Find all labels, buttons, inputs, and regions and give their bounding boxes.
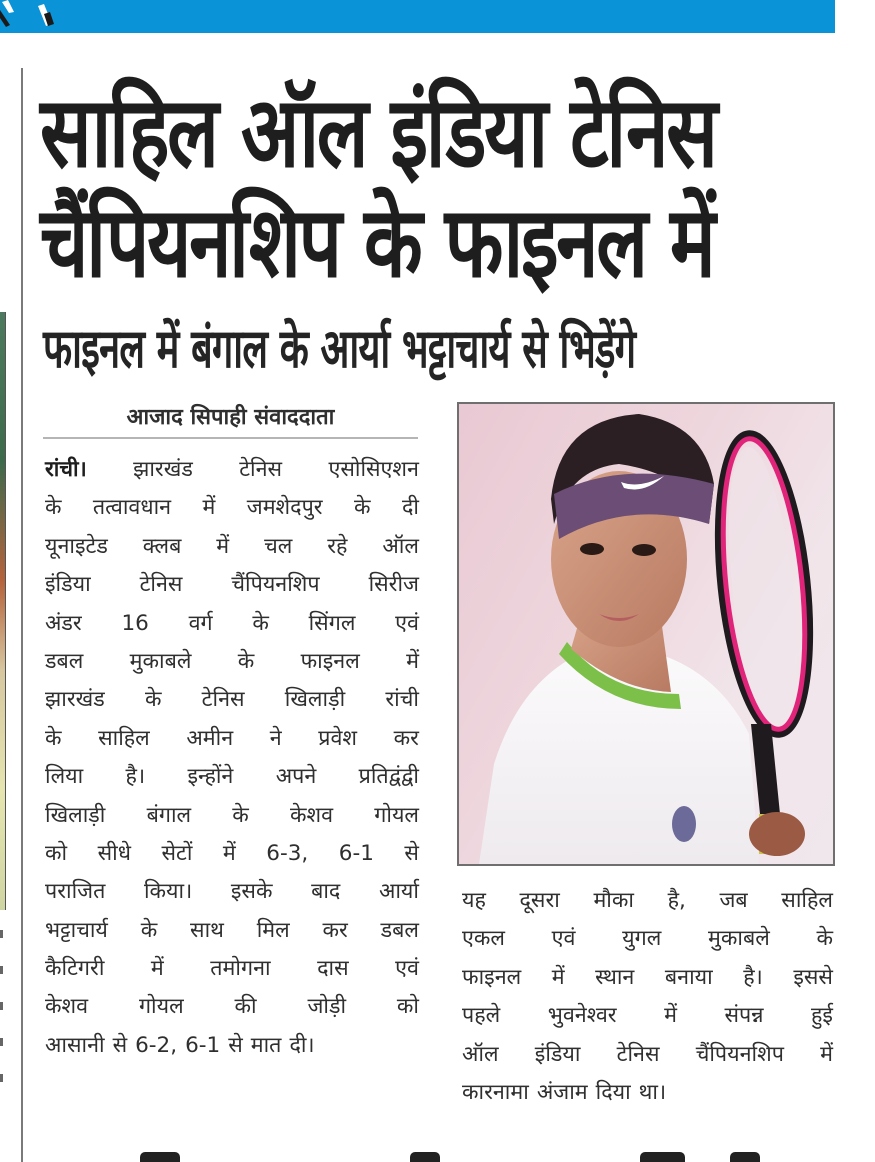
body-text-line: [45, 758, 419, 796]
body-word: बनाया: [664, 964, 713, 990]
body-word: सीधे: [97, 840, 131, 866]
body-word: टेनिस: [239, 457, 283, 482]
body-word: मुकाबले: [129, 648, 192, 674]
body-text-line: [45, 912, 419, 950]
body-word: ऑल: [382, 533, 419, 559]
body-word: में: [664, 1003, 677, 1029]
section-banner: [0, 0, 835, 33]
body-text-line: [45, 797, 419, 835]
body-word: के: [232, 802, 249, 828]
body-word: तत्वावधान: [92, 495, 172, 521]
body-word: है।: [743, 964, 763, 990]
adjacent-article-text-edge: [0, 930, 6, 1130]
body-word: तमोगना: [210, 956, 271, 982]
body-text-line: [462, 997, 833, 1035]
body-word: में: [406, 648, 419, 674]
body-word: मौका: [593, 888, 634, 913]
body-word: वर्ग: [188, 610, 213, 636]
article-body-left-column: [45, 451, 419, 1065]
body-word: केशव: [289, 802, 334, 828]
body-word: में: [216, 533, 230, 559]
body-text-line: [45, 835, 419, 873]
body-word: क्लब: [142, 533, 182, 559]
body-word: बाद: [311, 879, 341, 905]
body-word: सेटों: [161, 840, 193, 866]
body-word: में: [551, 964, 565, 990]
body-word: एकल: [462, 926, 505, 952]
body-text-line: [45, 1027, 419, 1065]
body-word: के: [140, 917, 158, 943]
body-word: को: [45, 840, 68, 866]
body-word: फाइनल: [300, 648, 360, 674]
body-word: से: [112, 1032, 128, 1058]
body-word: के: [252, 610, 269, 636]
body-word: के: [45, 495, 62, 521]
body-word: टेनिस: [201, 687, 245, 713]
body-word: दी: [401, 495, 419, 521]
body-text-line: [45, 950, 419, 988]
body-word: डबल: [45, 648, 84, 674]
article-subheadline: फाइनल में बंगाल के आर्या भट्टाचार्य से भिड़ेंगे: [43, 317, 636, 380]
body-word: जोड़ी: [307, 994, 347, 1020]
body-word: लिया: [45, 764, 84, 790]
body-word: साहिल: [98, 725, 150, 751]
article-headline: [40, 76, 716, 300]
body-word: एवं: [395, 610, 419, 636]
tennis-player-photo: [459, 404, 833, 864]
column-divider: [21, 68, 23, 1162]
body-word: गोयल: [374, 802, 419, 828]
body-word: केशव: [45, 994, 89, 1020]
body-word: टेनिस: [139, 572, 183, 598]
body-word: इंडिया: [45, 572, 91, 598]
adjacent-article-photo-edge: [0, 312, 6, 910]
body-text-line: [45, 528, 419, 566]
body-word: दी।: [289, 1032, 315, 1058]
body-text-line: [462, 959, 833, 997]
body-text-line: [45, 873, 419, 911]
body-word: सिंगल: [308, 610, 356, 636]
body-text-line: [462, 920, 833, 958]
dateline: रांची।: [45, 457, 87, 482]
body-word: फाइनल: [462, 964, 522, 990]
article-body-right-column: [462, 882, 833, 1112]
body-word: साहिल: [781, 888, 833, 913]
banner-logo-fragment-icon: [0, 0, 60, 33]
body-word: साथ: [190, 917, 224, 943]
body-word: से: [228, 1032, 243, 1058]
body-word: 6-1: [338, 840, 374, 866]
body-word: से: [404, 840, 419, 866]
body-word: गोयल: [138, 994, 184, 1020]
body-word: मिल: [256, 917, 290, 943]
body-word: की: [234, 994, 257, 1020]
body-word: भट्टाचार्य: [45, 917, 108, 943]
body-word: के: [354, 495, 371, 521]
body-word: रहे: [327, 533, 348, 559]
next-headline-fragment: [80, 1152, 840, 1162]
body-word: युगल: [622, 926, 662, 952]
body-word: 16: [121, 610, 149, 636]
headline-line-1: साहिल ऑल इंडिया टेनिस: [40, 76, 716, 190]
body-word: के: [237, 648, 255, 674]
body-text-line: [462, 1036, 833, 1074]
body-word: हुई: [810, 1003, 833, 1029]
body-word: ने: [269, 725, 282, 751]
body-word: को: [396, 994, 419, 1020]
body-word: है,: [667, 888, 686, 913]
body-word: अपने: [275, 764, 317, 790]
body-word: मुकाबले: [708, 926, 770, 952]
body-word: इन्होंने: [187, 764, 234, 790]
body-word: अमीन: [186, 725, 234, 751]
headline-line-2: चैंपियनशिप के फाइनल में: [40, 186, 714, 300]
body-word: कैटिगरी: [45, 956, 105, 982]
body-text-line: [462, 1074, 833, 1112]
body-word: सिरीज: [368, 572, 419, 598]
body-word: में: [820, 1041, 833, 1067]
body-word: 6-2,: [135, 1032, 178, 1058]
body-word: इंडिया: [534, 1041, 581, 1067]
body-word: दिया: [595, 1079, 631, 1105]
body-word: झारखंड: [45, 687, 105, 713]
body-word: यह: [462, 888, 486, 913]
body-text-line: [45, 605, 419, 643]
body-word: स्थान: [595, 964, 635, 990]
body-word: मात: [250, 1032, 282, 1058]
article-byline: आजाद सिपाही संवाददाता: [43, 402, 418, 439]
body-word: था।: [638, 1079, 667, 1105]
body-word: झारखंड: [133, 457, 193, 482]
body-word: यूनाइटेड: [45, 533, 108, 559]
body-text-line: [45, 681, 419, 719]
body-word: के: [45, 725, 62, 751]
body-text-line: [462, 882, 833, 920]
body-word: एसोसिएशन: [328, 457, 419, 482]
body-word: कारनामा: [462, 1079, 529, 1105]
body-word: अंजाम: [536, 1079, 588, 1105]
body-text-line: [45, 489, 419, 527]
body-word: डबल: [380, 917, 419, 943]
body-word: ऑल: [462, 1041, 499, 1067]
body-word: एवं: [551, 926, 576, 952]
body-word: खिलाड़ी: [45, 802, 106, 828]
body-word: के: [816, 926, 833, 952]
body-word: एवं: [395, 956, 419, 982]
body-word: दास: [317, 956, 349, 982]
body-word: पहले: [462, 1003, 501, 1029]
body-word: भुवनेश्वर: [547, 1003, 617, 1029]
body-word: रांची: [385, 687, 419, 713]
body-word: आर्या: [378, 879, 419, 905]
body-text-line: [45, 643, 419, 681]
body-word: प्रवेश: [318, 725, 358, 751]
body-text-line: [45, 988, 419, 1026]
body-word: बंगाल: [146, 802, 192, 828]
body-word: 6-3,: [266, 840, 309, 866]
body-text-line: [45, 566, 419, 604]
body-word: इससे: [793, 964, 833, 990]
body-word: चैंपियनशिप: [231, 572, 320, 598]
body-word: टेनिस: [616, 1041, 660, 1067]
body-word: चल: [264, 533, 293, 559]
body-word: अंडर: [45, 610, 82, 636]
body-word: चैंपियनशिप: [695, 1041, 784, 1067]
body-word: जमशेदपुर: [246, 495, 323, 521]
body-word: 6-1: [185, 1032, 221, 1058]
body-word: संपन्न: [724, 1003, 764, 1029]
body-word: दूसरा: [519, 888, 560, 913]
body-word: में: [150, 956, 164, 982]
body-word: पराजित: [45, 879, 106, 905]
body-word: जब: [719, 888, 748, 913]
body-word: में: [222, 840, 236, 866]
body-word: कर: [393, 725, 419, 751]
body-word: इसके: [230, 879, 273, 905]
body-word: है।: [125, 764, 146, 790]
body-word: प्रतिद्वंद्वी: [358, 764, 419, 790]
body-word: आसानी: [45, 1032, 105, 1058]
body-word: किया।: [143, 879, 193, 905]
body-word: खिलाड़ी: [284, 687, 346, 713]
body-word: में: [202, 495, 216, 521]
article-photo: [457, 402, 835, 866]
body-text-line: [45, 720, 419, 758]
body-text-line: [45, 451, 419, 489]
body-word: के: [144, 687, 162, 713]
body-word: कर: [322, 917, 348, 943]
